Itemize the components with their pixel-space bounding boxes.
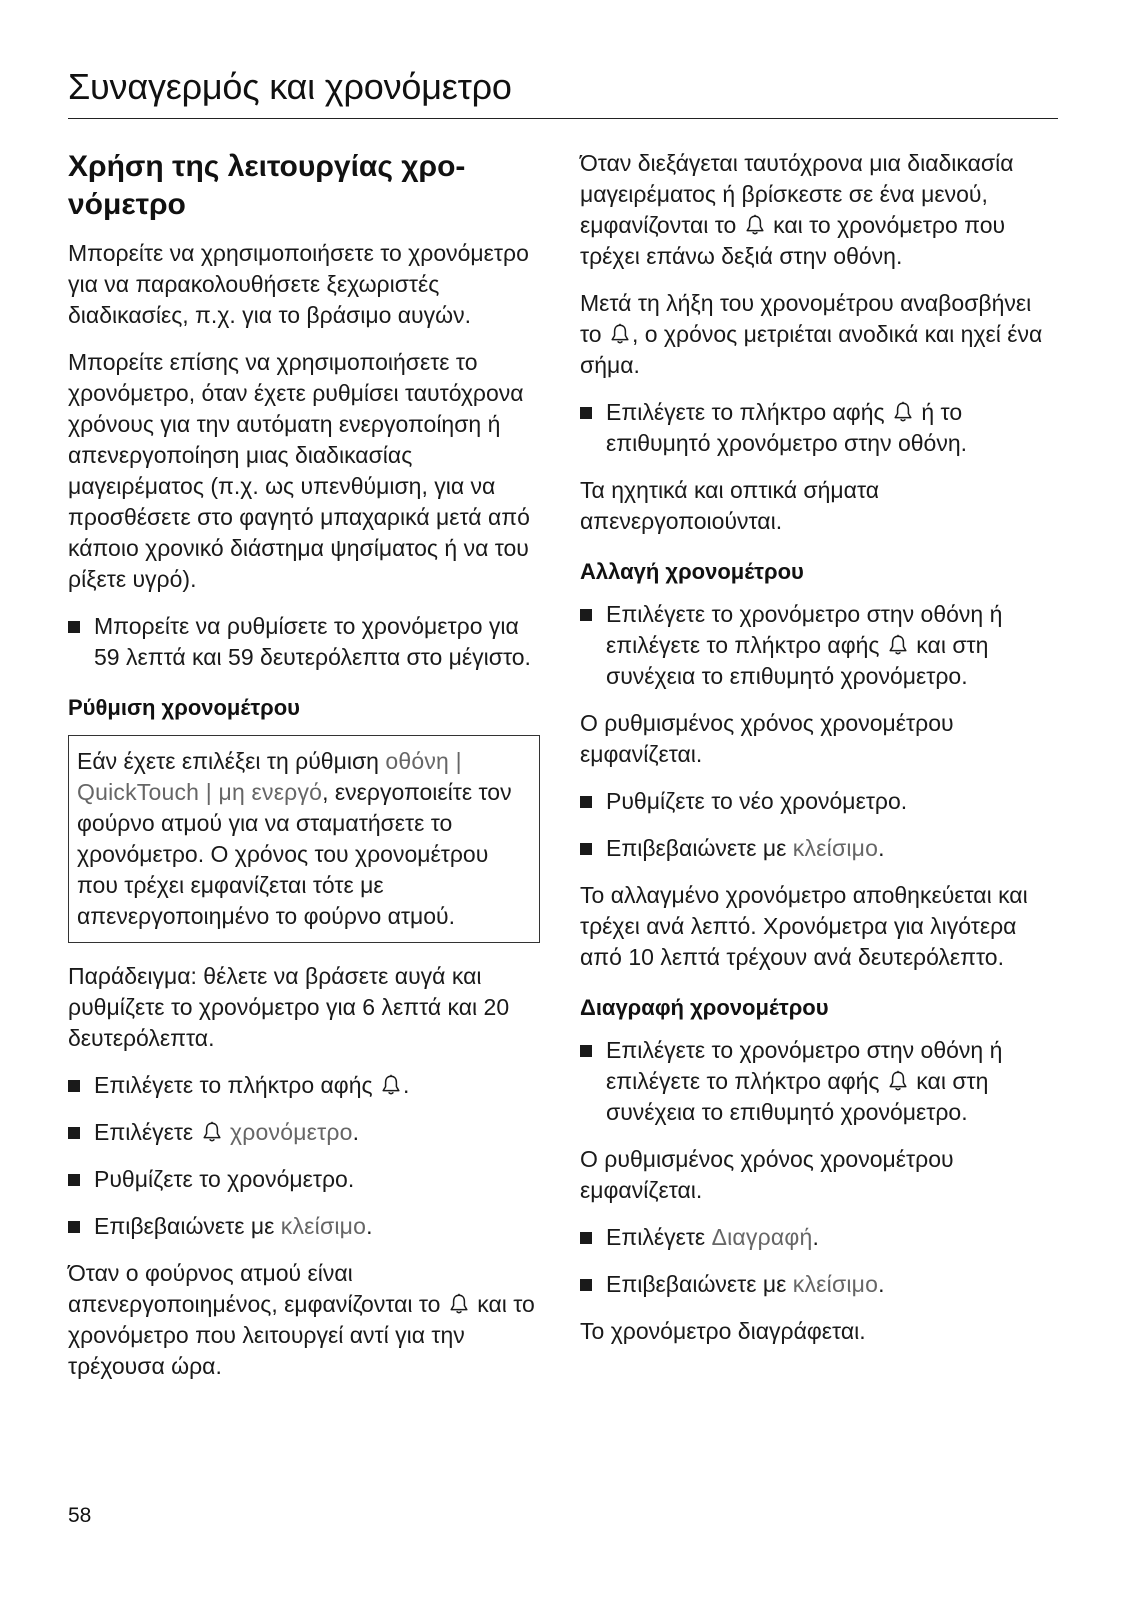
bell-icon (888, 1070, 908, 1092)
menu-item-text: κλείσιμο (280, 1213, 367, 1239)
bullet-square-icon (580, 407, 592, 419)
list-item: Ρυθμίζετε το νέο χρονόμετρο. (580, 786, 1058, 817)
subheading-delete: Διαγραφή χρονομέτρου (580, 995, 829, 1020)
bell-icon (888, 634, 908, 656)
menu-item-text: κλείσιμο (792, 1271, 879, 1297)
bell-icon (449, 1293, 469, 1315)
example-paragraph: Παράδειγμα: θέλετε να βράσετε αυγά και ρυθμίζετε το χρονόμετρο για 6 λεπτά και 20 δευτερόλεπτα. (68, 963, 510, 1051)
left-column (68, 148, 540, 1398)
section-heading: Χρήση της λειτουργίας χρο- νόμετρο (68, 150, 466, 221)
menu-item-text: κλείσιμο (792, 835, 879, 861)
bell-icon (202, 1121, 222, 1143)
list-item: Επιλέγετε το χρονόμετρο στην οθόνη ή επιλέγετε το πλήκτρο αφής και στη συνέχεια το επιθυμητό χρονόμετρο. (580, 1035, 1058, 1128)
title-divider (68, 118, 1058, 119)
subheading-change: Αλλαγή χρονομέτρου (580, 559, 804, 584)
note-box: Εάν έχετε επιλέξει τη ρύθμιση οθόνη | QuickTouch | μη ενεργό, ενεργοποιείτε τον φούρνο ατμού για να σταματήσετε το χρονόμετρο. Ο χρόνος του χρονομέτρου που τρέχει εμφανίζεται τότε με απενεργοποιημένο το φούρνο ατμού. (68, 735, 540, 943)
intro-paragraph: Μπορείτε να χρησιμοποιήσετε το χρονόμετρο για να παρακολουθήσετε ξεχωριστές διαδικασίες, π.χ. για το βράσιμο αυγών. (68, 240, 529, 328)
bullet-square-icon (68, 1174, 80, 1186)
list-item: Επιβεβαιώνετε με κλείσιμο. (580, 833, 1058, 864)
list-item: Επιλέγετε το πλήκτρο αφής ή το επιθυμητό χρονόμετρο στην οθόνη. (580, 397, 1058, 459)
usage-paragraph: Μπορείτε επίσης να χρησιμοποιήσετε το χρονόμετρο, όταν έχετε ρυθμίσει ταυτόχρονα χρόνους για την αυτόματη ενεργοποίηση ή απενεργοποίηση μιας διαδικασίας μαγειρέματος (π.χ. ως υπενθύμιση, για να προσθέσετε στο φαγητό μπαχαρικά μετά από κάποιο χρονικό διάστημα ψησίματος ή να του ρίξετε υγρό). (68, 349, 530, 592)
bell-icon (745, 214, 765, 236)
bullet-square-icon (580, 609, 592, 621)
change-saved-paragraph: Το αλλαγμένο χρονόμετρο αποθηκεύεται και τρέχει ανά λεπτό. Χρονόμετρα για λιγότερα από 10 λεπτά τρέχουν ανά δευτερόλεπτο. (580, 882, 1028, 970)
list-item: Μπορείτε να ρυθμίσετε το χρονόμετρο για 59 λεπτά και 59 δευτερόλεπτα στο μέγιστο. (68, 611, 540, 673)
list-item: Επιλέγετε το χρονόμετρο στην οθόνη ή επιλέγετε το πλήκτρο αφής και στη συνέχεια το επιθυμητό χρονόμετρο. (580, 599, 1058, 692)
running-paragraph: Όταν διεξάγεται ταυτόχρονα μια διαδικασία μαγειρέματος ή βρίσκεστε σε ένα μενού, εμφανίζονται το και το χρονόμετρο που τρέχει επάνω δεξιά στην οθόνη. (580, 150, 1014, 269)
bullet-square-icon (68, 1221, 80, 1233)
right-column (580, 148, 1058, 1363)
expiry-paragraph: Μετά τη λήξη του χρονομέτρου αναβοσβήνει το , ο χρόνος μετριέται ανοδικά και ηχεί ένα σήμα. (580, 290, 1043, 378)
page-number: 58 (68, 1504, 92, 1527)
menu-path: οθόνη | QuickTouch | μη ενεργό (77, 748, 462, 805)
bell-icon (381, 1074, 401, 1096)
menu-item-text: Διαγραφή (711, 1224, 813, 1250)
bullet-square-icon (580, 1279, 592, 1291)
change-display-paragraph: Ο ρυθμισμένος χρόνος χρονομέτρου εμφανίζεται. (580, 710, 954, 767)
list-item: Επιβεβαιώνετε με κλείσιμο. (580, 1269, 1058, 1300)
bullet-square-icon (68, 1080, 80, 1092)
list-item: Επιλέγετε το πλήκτρο αφής . (68, 1070, 540, 1101)
list-item: Επιλέγετε Διαγραφή. (580, 1222, 1058, 1253)
delete-display-paragraph: Ο ρυθμισμένος χρόνος χρονομέτρου εμφανίζεται. (580, 1146, 954, 1203)
menu-item-text: χρονόμετρο (229, 1119, 353, 1145)
page-title: Συναγερμός και χρονόμετρο (68, 66, 512, 107)
signals-paragraph: Τα ηχητικά και οπτικά σήματα απενεργοποιούνται. (580, 477, 880, 534)
bullet-square-icon (580, 1045, 592, 1057)
bullet-square-icon (68, 621, 80, 633)
bell-icon (610, 323, 630, 345)
list-item: Ρυθμίζετε το χρονόμετρο. (68, 1164, 540, 1195)
display-paragraph: Όταν ο φούρνος ατμού είναι απενεργοποιημένος, εμφανίζονται το και το χρονόμετρο που λειτουργεί αντί για την τρέχουσα ώρα. (68, 1260, 535, 1379)
bullet-square-icon (580, 843, 592, 855)
bell-icon (893, 401, 913, 423)
bullet-square-icon (580, 796, 592, 808)
list-item: Επιβεβαιώνετε με κλείσιμο. (68, 1211, 540, 1242)
bullet-square-icon (580, 1232, 592, 1244)
subheading-setting: Ρύθμιση χρονομέτρου (68, 695, 300, 720)
list-item: Επιλέγετε χρονόμετρο. (68, 1117, 540, 1148)
bullet-square-icon (68, 1127, 80, 1139)
deleted-paragraph: Το χρονόμετρο διαγράφεται. (580, 1318, 866, 1344)
